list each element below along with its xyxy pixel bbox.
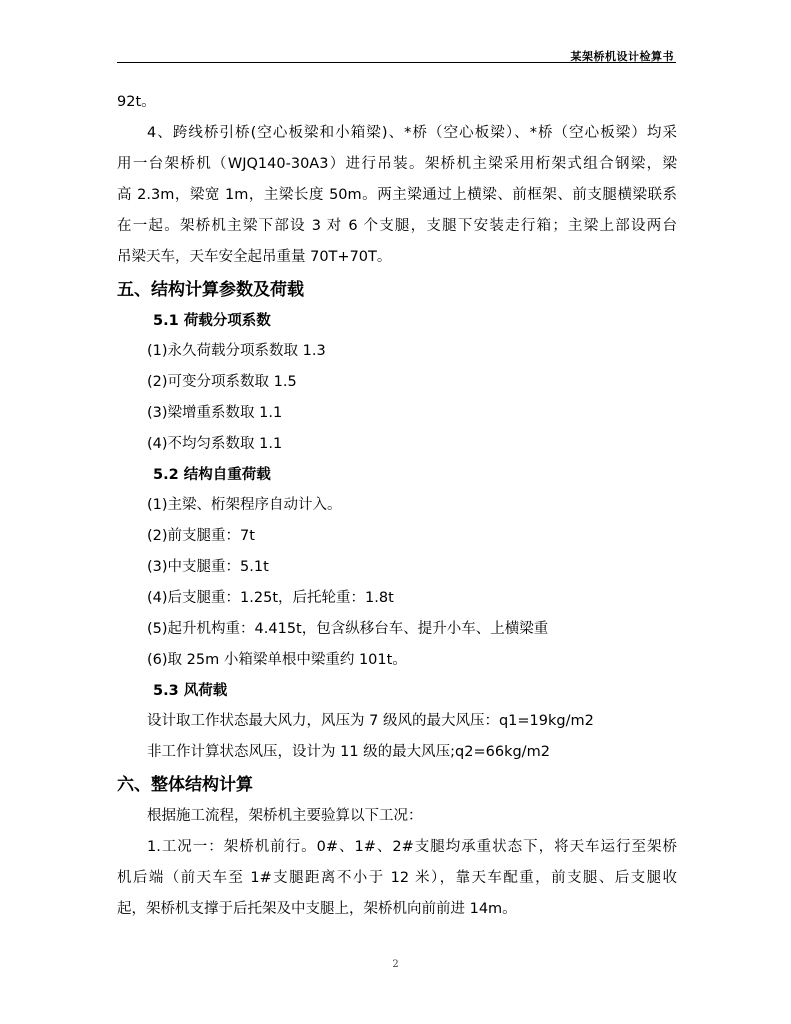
page-header-title: 某架桥机设计检算书 <box>570 50 674 63</box>
subsection-heading: 5.1 荷载分项系数 <box>153 313 271 329</box>
section-heading: 六、整体结构计算 <box>117 775 253 795</box>
page-number: 2 <box>392 959 399 970</box>
subsection-heading: 5.3 风荷载 <box>153 683 228 699</box>
list-item: (4)后支腿重：1.25t，后托轮重：1.8t <box>147 590 394 606</box>
body-line: 吊梁天车，天车安全起吊重量 70T+70T。 <box>117 249 392 265</box>
document-body <box>117 87 677 925</box>
body-line: 起，架桥机支撑于后托架及中支腿上，架桥机向前前进 14m。 <box>117 901 517 917</box>
list-item: (3)梁增重系数取 1.1 <box>147 405 283 421</box>
list-item: (5)起升机构重：4.415t，包含纵移台车、提升小车、上横梁重 <box>147 621 549 637</box>
body-line: 用一台架桥机（WJQ140-30A3）进行吊装。架桥机主梁采用桁架式组合钢梁，梁 <box>117 156 677 172</box>
body-line: 非工作计算状态风压，设计为 11 级的最大风压;q2=66kg/m2 <box>147 744 550 760</box>
body-line: 4、跨线桥引桥(空心板梁和小箱梁)、*桥（空心板梁）、*桥（空心板梁）均采 <box>147 125 677 141</box>
body-line: 在一起。架桥机主梁下部设 3 对 6 个支腿，支腿下安装走行箱；主梁上部设两台 <box>117 218 677 234</box>
list-item: (2)可变分项系数取 1.5 <box>147 374 297 390</box>
list-item: (1)永久荷载分项系数取 1.3 <box>147 343 326 359</box>
body-line: 机后端（前天车至 1#支腿距离不小于 12 米），靠天车配重，前支腿、后支腿收 <box>117 870 677 886</box>
body-line: 1.工况一：架桥机前行。0#、1#、2#支腿均承重状态下，将天车运行至架桥 <box>147 839 677 855</box>
body-line: 92t。 <box>117 94 156 110</box>
header-divider <box>117 62 676 63</box>
body-line: 设计取工作状态最大风力，风压为 7 级风的最大风压：q1=19kg/m2 <box>147 713 594 729</box>
subsection-heading: 5.2 结构自重荷载 <box>153 467 271 483</box>
list-item: (1)主梁、桁架程序自动计入。 <box>147 497 342 513</box>
section-heading: 五、结构计算参数及荷载 <box>117 280 304 300</box>
body-line: 高 2.3m，梁宽 1m，主梁长度 50m。两主梁通过上横梁、前框架、前支腿横梁联系 <box>117 187 677 203</box>
list-item: (6)取 25m 小箱梁单根中梁重约 101t。 <box>147 652 407 668</box>
list-item: (2)前支腿重：7t <box>147 528 255 544</box>
body-line: 根据施工流程，架桥机主要验算以下工况： <box>147 808 423 824</box>
list-item: (3)中支腿重：5.1t <box>147 559 269 575</box>
list-item: (4)不均匀系数取 1.1 <box>147 436 283 452</box>
